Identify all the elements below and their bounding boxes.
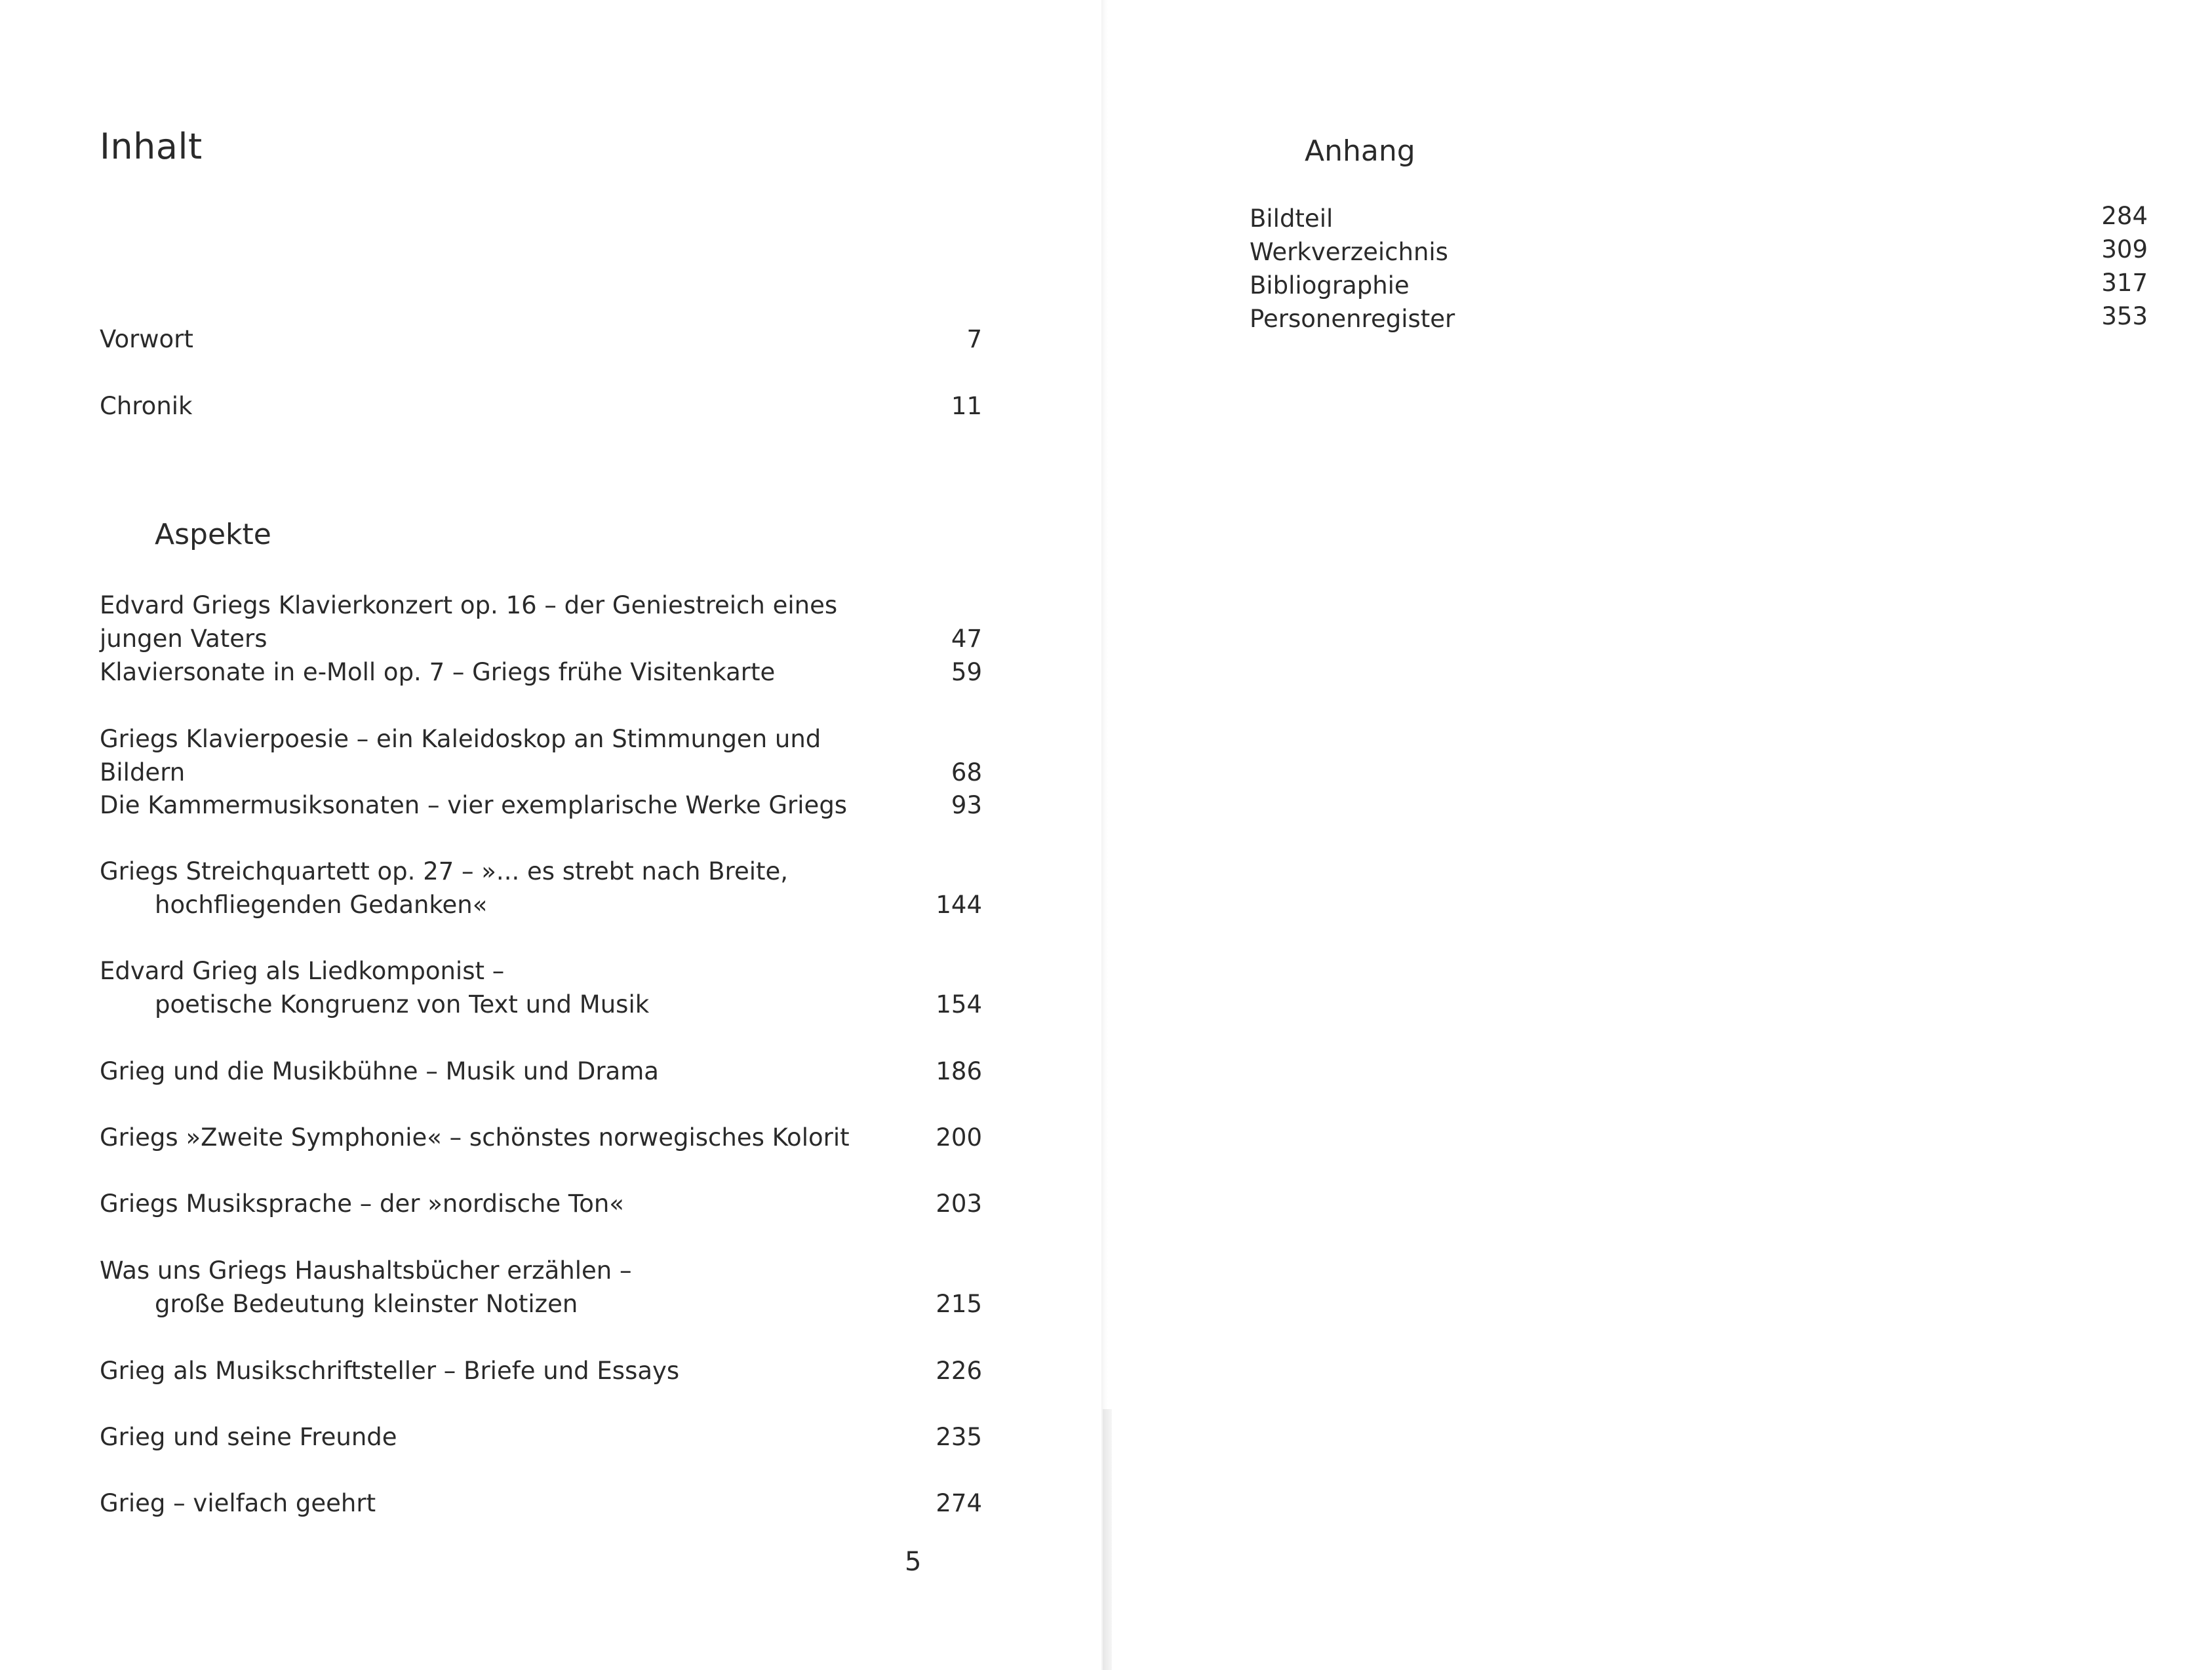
appendix-entry bbox=[1250, 269, 2148, 302]
toc-entry-page: 68 bbox=[951, 758, 982, 786]
toc-entry-label: Klaviersonate in e-Moll op. 7 – Griegs frühe Visitenkarte bbox=[100, 658, 776, 686]
page-title: Inhalt bbox=[100, 126, 203, 167]
toc-entry-page: 235 bbox=[936, 1423, 982, 1451]
toc-entry-label: Was uns Griegs Haushaltsbücher erzählen – bbox=[100, 1256, 632, 1285]
toc-entry bbox=[100, 1187, 982, 1220]
toc-entry-chronik bbox=[100, 389, 982, 423]
appendix-entry bbox=[1250, 202, 2148, 235]
toc-entry-label: Edvard Grieg als Liedkomponist – bbox=[100, 957, 505, 985]
appendix-entry-page: 317 bbox=[2101, 269, 2148, 297]
toc-entry-continuation: hochfliegenden Gedanken« bbox=[155, 891, 488, 919]
appendix-entry-label: Bibliographie bbox=[1250, 271, 1410, 300]
toc-entry bbox=[100, 722, 982, 789]
toc-entry-page: 93 bbox=[951, 791, 982, 819]
toc-entry bbox=[100, 1486, 982, 1520]
right-page bbox=[1108, 0, 2212, 1670]
toc-entry-label: Edvard Griegs Klavierkonzert op. 16 – der Geniestreich eines jungen Vaters bbox=[100, 591, 838, 653]
appendix-entry-page: 309 bbox=[2101, 235, 2148, 263]
appendix-entry-label: Bildteil bbox=[1250, 204, 1333, 233]
toc-entry-label: Griegs Klavierpoesie – ein Kaleidoskop an Stimmungen und Bildern bbox=[100, 725, 821, 786]
toc-entry bbox=[100, 855, 982, 922]
appendix-entry bbox=[1250, 302, 2148, 336]
toc-entry bbox=[100, 1420, 982, 1454]
toc-entry bbox=[100, 788, 982, 822]
toc-entry-label: Griegs Streichquartett op. 27 – »... es strebt nach Breite, bbox=[100, 857, 789, 885]
section-title-anhang: Anhang bbox=[1305, 134, 1415, 168]
appendix-list bbox=[1250, 202, 2148, 336]
appendix-entry-page: 353 bbox=[2101, 302, 2148, 330]
toc-entry bbox=[100, 1354, 982, 1388]
toc-entry-page: 144 bbox=[936, 891, 982, 919]
toc-entry-page: 215 bbox=[936, 1290, 982, 1318]
toc-entry-label: Vorwort bbox=[100, 325, 193, 353]
toc-entry-label: Griegs »Zweite Symphonie« – schönstes norwegisches Kolorit bbox=[100, 1123, 850, 1152]
toc-entry bbox=[100, 589, 982, 655]
toc-entry-label: Grieg als Musikschriftsteller – Briefe und Essays bbox=[100, 1357, 680, 1385]
page-number: 5 bbox=[905, 1547, 922, 1577]
toc-entry-page: 11 bbox=[951, 392, 982, 420]
toc-entry-continuation: große Bedeutung kleinster Notizen bbox=[155, 1290, 578, 1318]
left-page bbox=[0, 0, 1101, 1670]
toc-entry-label: Grieg und seine Freunde bbox=[100, 1423, 397, 1451]
toc-entry-page: 226 bbox=[936, 1357, 982, 1385]
appendix-entry-label: Personenregister bbox=[1250, 305, 1455, 333]
toc-entry-page: 59 bbox=[951, 658, 982, 686]
toc-entry-page: 154 bbox=[936, 990, 982, 1019]
appendix-entry-page: 284 bbox=[2101, 202, 2148, 230]
toc-entry-label: Chronik bbox=[100, 392, 193, 420]
toc-entry-continuation: poetische Kongruenz von Text und Musik bbox=[155, 990, 650, 1019]
toc-entry-page: 274 bbox=[936, 1489, 982, 1517]
toc-entry-vorwort bbox=[100, 322, 982, 356]
toc-entry-page: 200 bbox=[936, 1123, 982, 1152]
toc-entry bbox=[100, 1055, 982, 1088]
toc-entry bbox=[100, 655, 982, 689]
toc-entry-page: 203 bbox=[936, 1190, 982, 1218]
toc-entry-page: 186 bbox=[936, 1057, 982, 1085]
toc-entry-label: Griegs Musiksprache – der »nordische Ton« bbox=[100, 1190, 624, 1218]
toc-entry-label: Die Kammermusiksonaten – vier exemplarische Werke Griegs bbox=[100, 791, 848, 819]
toc-entry-label: Grieg – vielfach geehrt bbox=[100, 1489, 376, 1517]
toc-entry bbox=[100, 954, 982, 1021]
toc-entry-page: 47 bbox=[951, 625, 982, 653]
appendix-entry-label: Werkverzeichnis bbox=[1250, 238, 1448, 266]
appendix-entry bbox=[1250, 235, 2148, 269]
toc-entry-page: 7 bbox=[966, 325, 982, 353]
toc-entry bbox=[100, 1254, 982, 1321]
section-title-aspekte: Aspekte bbox=[155, 518, 271, 551]
toc-entry bbox=[100, 1121, 982, 1154]
toc-entry-label: Grieg und die Musikbühne – Musik und Drama bbox=[100, 1057, 659, 1085]
